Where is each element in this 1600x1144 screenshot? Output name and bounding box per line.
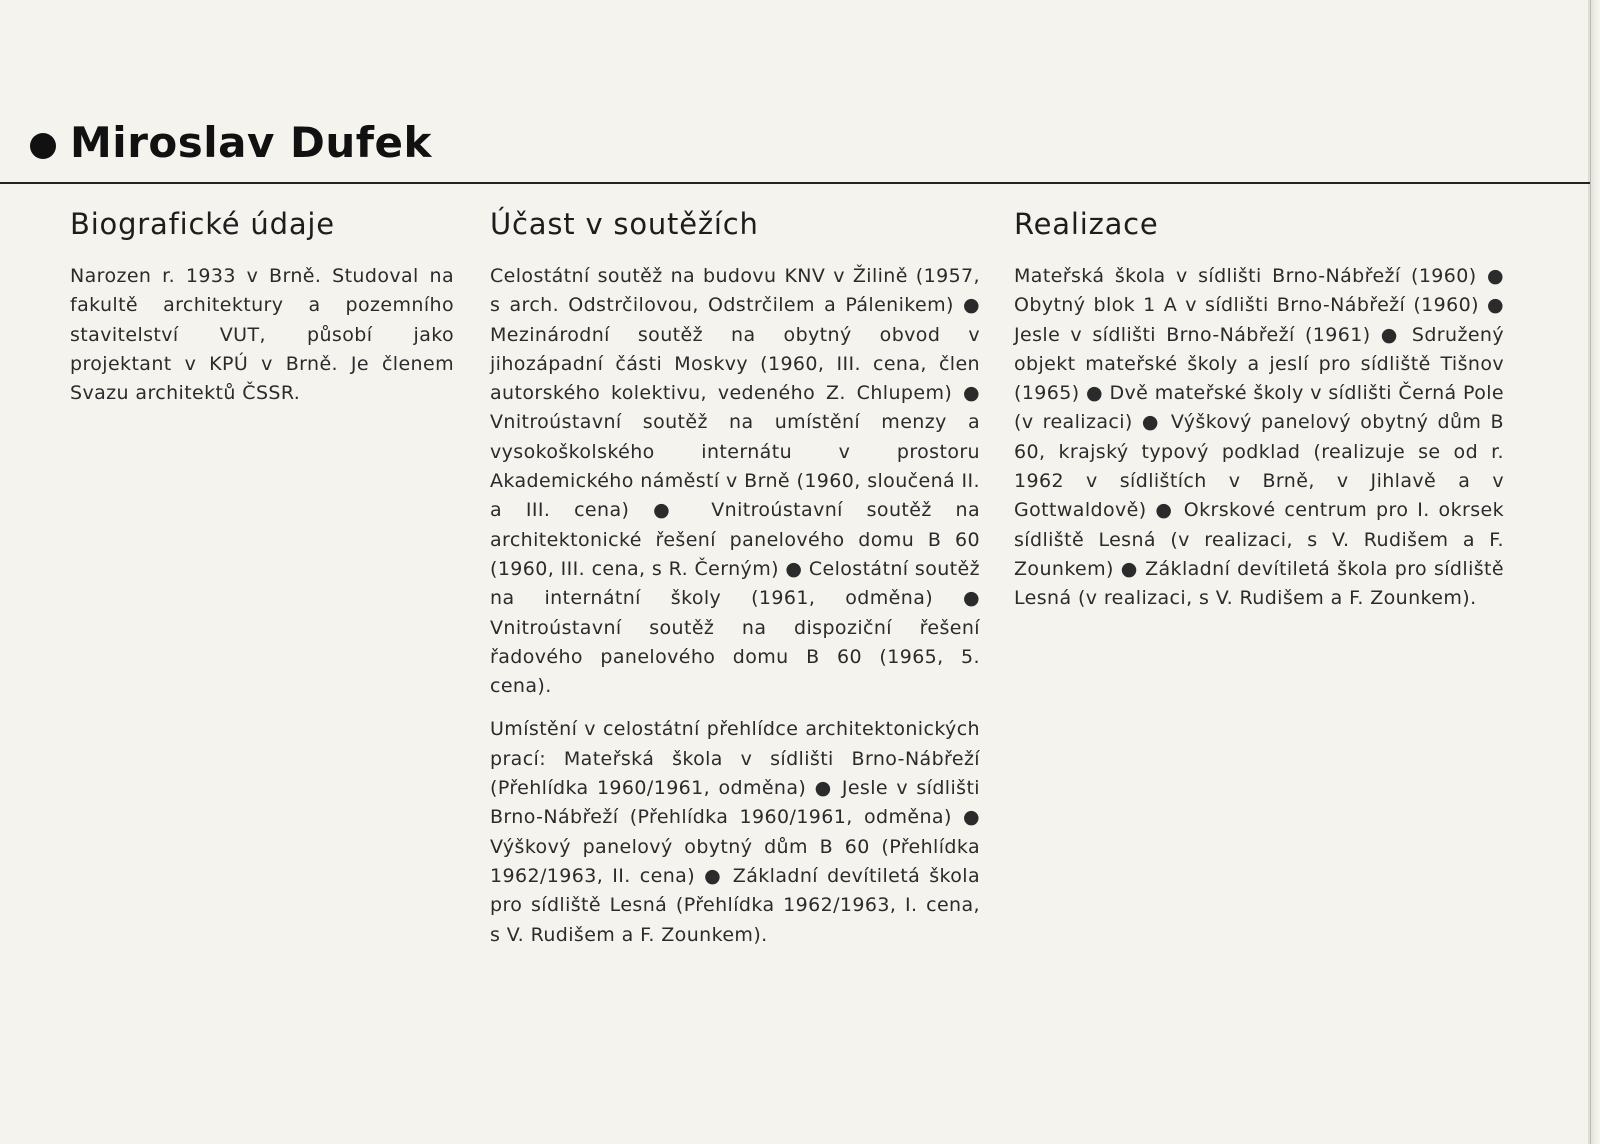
page-header bbox=[30, 118, 432, 167]
biography-text: Narozen r. 1933 v Brně. Studoval na fakultě architektury a pozemního stavitelství VUT, působí jako projektant v KPÚ v Brně. Je členem Svazu architektů ČSSR. bbox=[70, 265, 454, 405]
competitions-column bbox=[490, 204, 980, 950]
header-divider bbox=[0, 182, 1590, 184]
biography-heading: Biografické údaje bbox=[70, 207, 335, 241]
realizations-heading: Realizace bbox=[1014, 207, 1159, 241]
competitions-heading: Účast v soutěžích bbox=[490, 207, 759, 241]
realizations-text: Mateřská škola v sídlišti Brno-Nábřeží (1960) ● Obytný blok 1 A v sídlišti Brno-Nábřeží (1960) ● Jesle v sídlišti Brno-Nábřeží (1961) ● Sdružený objekt mateřské školy a jeslí pro sídliště Tišnov (1965) ● Dvě mateřské školy v sídlišti Černá Pole (v realizaci) ● Výškový panelový obytný dům B 60, krajský typový podklad (realizuje se od r. 1962 v sídlištích v Brně, v Jihlavě a v Gottwaldově) ● Okrskové centrum pro I. okrsek sídliště Lesná (v realizaci, s V. Rudišem a F. Zounkem) ● Základní devítiletá škola pro sídliště Lesná (v realizaci, s V. Rudišem a F. Zounkem). bbox=[1014, 265, 1504, 610]
page-edge-line bbox=[1590, 0, 1591, 1144]
competitions-paragraph-1: Celostátní soutěž na budovu KNV v Žilině (1957, s arch. Odstrčilovou, Odstrčilem a Pálenikem) ● Mezinárodní soutěž na obytný obvod v jihozápadní části Moskvy (1960, III. cena, člen autorského kolektivu, vedeného Z. Chlupem) ● Vnitroústavní soutěž na umístění menzy a vysokoškolského internátu v prostoru Akademického náměstí v Brně (1960, sloučená II. a III. cena) ● Vnitroústavní soutěž na architektonické řešení panelového domu B 60 (1960, III. cena, s R. Černým) ● Celostátní soutěž na internátní školy (1961, odměna) ● Vnitroústavní soutěž na dispoziční řešení řadového panelového domu B 60 (1965, 5. cena). bbox=[490, 265, 980, 698]
page-title: Miroslav Dufek bbox=[70, 118, 432, 167]
biography-column bbox=[70, 204, 454, 408]
bullet-icon bbox=[30, 133, 56, 159]
competitions-paragraph-2: Umístění v celostátní přehlídce architektonických prací: Mateřská škola v sídlišti Brno-Nábřeží (Přehlídka 1960/1961, odměna) ● Jesle v sídlišti Brno-Nábřeží (Přehlídka 1960/1961, odměna) ● Výškový panelový obytný dům B 60 (Přehlídka 1962/1963, II. cena) ● Základní devítiletá škola pro sídliště Lesná (Přehlídka 1962/1963, I. cena, s V. Rudišem a F. Zounkem). bbox=[490, 718, 980, 946]
realizations-column bbox=[1014, 204, 1504, 614]
